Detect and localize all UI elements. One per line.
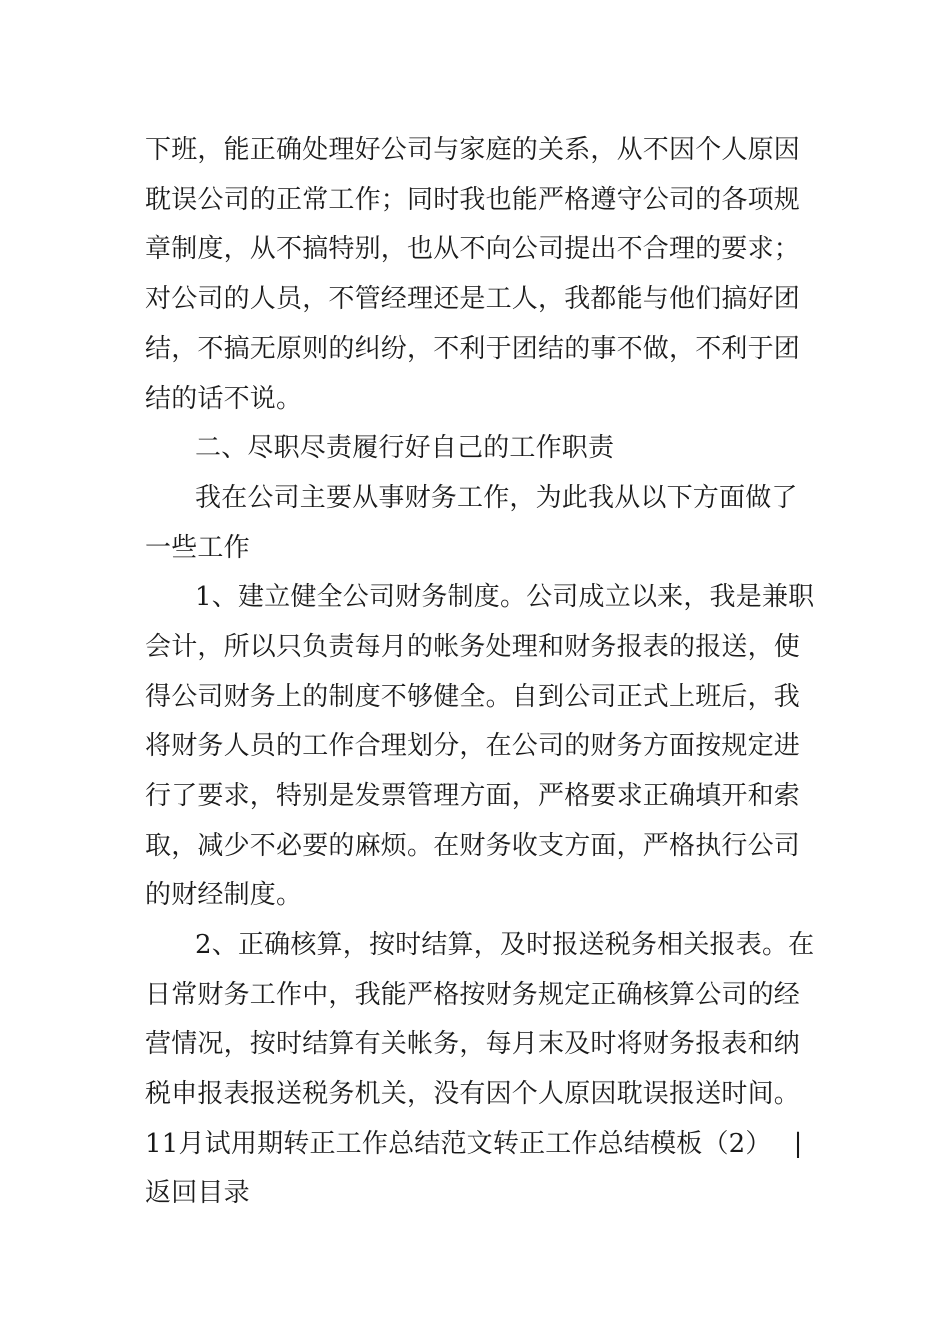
paragraph-line: 结的话不说。 — [145, 384, 303, 414]
footer-links — [145, 1129, 803, 1159]
paragraph-line: 取，减少不必要的麻烦。在财务收支方面，严格执行公司 — [145, 831, 801, 861]
paragraph-line: 将财务人员的工作合理划分，在公司的财务方面按规定进 — [145, 731, 801, 761]
related-article-link[interactable]: 11月试用期转正工作总结范文转正工作总结模板（2） — [145, 1129, 772, 1159]
back-to-toc-link[interactable]: 返回目录 — [145, 1178, 250, 1208]
paragraph-line: 2、正确核算，按时结算，及时报送税务相关报表。在 — [195, 930, 815, 960]
paragraph-line: 行了要求，特别是发票管理方面，严格要求正确填开和索 — [145, 781, 801, 811]
section-heading: 二、尽职尽责履行好自己的工作职责 — [195, 433, 615, 463]
paragraph-line: 结，不搞无原则的纠纷，不利于团结的事不做，不利于团 — [145, 334, 801, 364]
link-separator: | — [793, 1129, 803, 1159]
paragraph-line: 得公司财务上的制度不够健全。自到公司正式上班后，我 — [145, 682, 801, 712]
paragraph-line: 会计，所以只负责每月的帐务处理和财务报表的报送，使 — [145, 632, 801, 662]
paragraph-line: 我在公司主要从事财务工作，为此我从以下方面做了 — [195, 483, 798, 513]
paragraph-line: 章制度，从不搞特别，也从不向公司提出不合理的要求； — [145, 234, 801, 264]
paragraph-line: 耽误公司的正常工作；同时我也能严格遵守公司的各项规 — [145, 185, 801, 215]
paragraph-line: 税申报表报送税务机关，没有因个人原因耽误报送时间。 — [145, 1079, 801, 1109]
paragraph-line: 1、建立健全公司财务制度。公司成立以来，我是兼职 — [195, 582, 815, 612]
paragraph-line: 一些工作 — [145, 533, 250, 563]
paragraph-line: 营情况，按时结算有关帐务，每月末及时将财务报表和纳 — [145, 1029, 801, 1059]
paragraph-line: 日常财务工作中，我能严格按财务规定正确核算公司的经 — [145, 980, 801, 1010]
paragraph-line: 的财经制度。 — [145, 880, 303, 910]
paragraph-line: 下班，能正确处理好公司与家庭的关系，从不因个人原因 — [145, 135, 801, 165]
paragraph-line: 对公司的人员，不管经理还是工人，我都能与他们搞好团 — [145, 284, 801, 314]
